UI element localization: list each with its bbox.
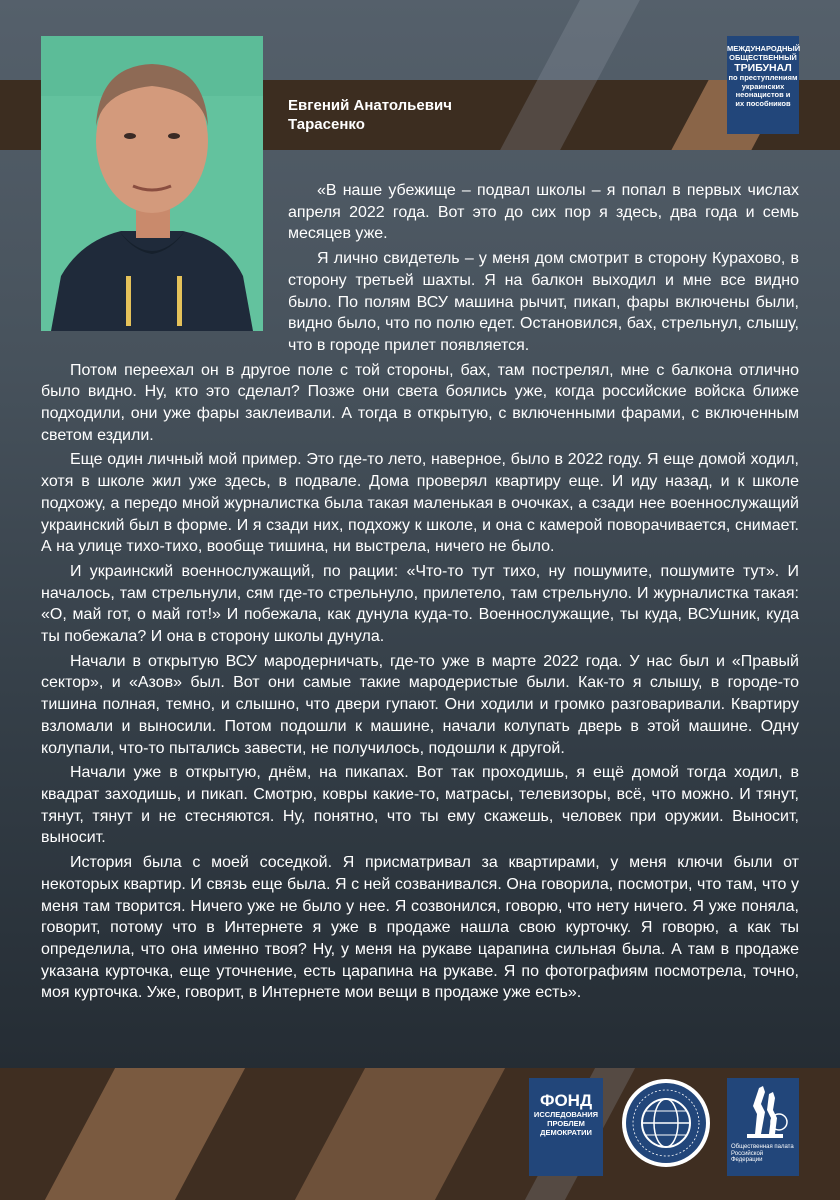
tribunal-logo-line: их пособников: [735, 98, 791, 108]
paragraph: Потом переехал он в другое поле с той стороны, бах, там пострелял, мне с балкона отлично было видно. Ну, кто это сделал? Позже они света боялись уже, когда российские войска ближе подходили, они уже фары заклеивали. А тогда в открытую, с включенными фарами, с включенным светом ездили.: [41, 361, 799, 444]
testimony-text: [41, 180, 799, 1007]
photo-wrap-spacer: [41, 180, 288, 354]
public-chamber-logo: [727, 1078, 799, 1176]
fund-logo-line: ИССЛЕДОВАНИЯ: [533, 1110, 599, 1119]
tribunal-logo-line: украинских: [741, 81, 785, 91]
person-name: [288, 96, 452, 134]
paragraph: И украинский военнослужащий, по рации: «Что-то тут тихо, ну пошумите, пошумите тут». И началось, там стрельнули, сям где-то стрельнуло, прилетело, там стрельнуло. И журналистка такая: «О, май гот, о май гот!» И побежала, как дунула куда-то. Военнослужащие, ты куда, ВСУшник, куда ты побежала? И она в сторону школы дунула.: [41, 562, 799, 646]
monument-icon: [731, 1084, 795, 1140]
paragraph: История была с моей соседкой. Я присматривал за квартирами, у меня ключи были от некоторых квартир. И связь еще была. Я с ней созванивался. Она говорила, посмотри, что там, что у меня там творится. Ничего уже не было у нее. Я созвонился, говорю, что нету ничего. Я уже поняла, говорит, потому что в Интернете я уже в продаже нашла свою курточку. Я говорю, а как ты определила, что она именно твоя? Ну, у меня на рукаве царапина сильная была. А там в продаже указана курточка, еще уточнение, есть царапина на рукаве. Я по фотографиям посмотрела, точно, моя курточка. Уже, говорит, в Интернете мои вещи в продаже уже есть».: [41, 854, 799, 1002]
paragraph: Начали в открытую ВСУ мародерничать, где-то уже в марте 2022 года. У нас был и «Правый сектор», и «Азов» был. Вот они самые такие мародеристые были. Как-то я слышу, в городе-то тишина полная, темно, и слышно, что двери гупают. Они ходили и громко разговаривали. Квартиру взломали и выносили. Потом подошли к машине, начали колупать дверь в этой машине. Одну колупали, что-то пытались завести, не получилось, подошли к другой.: [41, 652, 799, 757]
person-name-line1: Евгений Анатольевич: [288, 97, 452, 114]
compatriots-fund-emblem: [621, 1078, 711, 1168]
tribunal-logo-title: ТРИБУНАЛ: [734, 62, 792, 75]
paragraph: Я лично свидетель – у меня дом смотрит в сторону Курахово, в сторону третьей шахты. Я на балкон выходил и мне все видно было. По полям ВСУ машина рычит, пикап, фары включены были, видно было, что по полю едет. Остановился, бах, стрельнул, слышу, что в городе прилет появляется.: [288, 250, 799, 354]
fund-logo-title: ФОНД: [539, 1091, 593, 1110]
tribunal-logo-line: неонацистов и: [735, 90, 791, 100]
fund-logo: [529, 1078, 603, 1176]
tribunal-logo-line: по преступлениям: [728, 73, 798, 83]
fund-logo-line: ПРОБЛЕМ: [547, 1119, 585, 1128]
public-chamber-logo-line: Общественная палата: [731, 1144, 794, 1150]
person-name-line2: Тарасенко: [288, 116, 365, 133]
fund-logo-line: ДЕМОКРАТИИ: [540, 1128, 592, 1137]
tribunal-logo-line: МЕЖДУНАРОДНЫЙ: [727, 44, 801, 53]
public-chamber-logo-line: Российской Федерации: [731, 1150, 764, 1163]
paragraph: «В наше убежище – подвал школы – я попал в первых числах апреля 2022 года. Вот это до сих пор я здесь, два года и семь месяцев уже.: [288, 182, 799, 243]
tribunal-logo: [727, 36, 799, 134]
paragraph: Начали уже в открытую, днём, на пикапах. Вот так проходишь, я ещё домой тогда ходил, в квадрат заходишь, и пикап. Смотрю, ковры какие-то, матрасы, телевизоры, всё, что можно. И тянут, тянут, тянут и не стесняются. Ну, понятно, что ты ему скажешь, человек при оружии. Выносит, выносит.: [41, 764, 799, 847]
paragraph: Еще один личный мой пример. Это где-то лето, наверное, было в 2022 году. Я еще домой ходил, хотя в школе жил уже здесь, в подвале. Дома проверял квартиру еще. И иду назад, и к школе подхожу, а передо мной журналистка была такая маленькая в очочках, а сзади нее военнослужащий украинский был в форме. И я сзади них, подхожу к школе, и она с камерой поворачивается, снимает. А на улице тихо-тихо, вообще тишина, ни выстрела, ничего не было.: [41, 451, 799, 556]
tribunal-logo-line: ОБЩЕСТВЕННЫЙ: [729, 52, 797, 62]
